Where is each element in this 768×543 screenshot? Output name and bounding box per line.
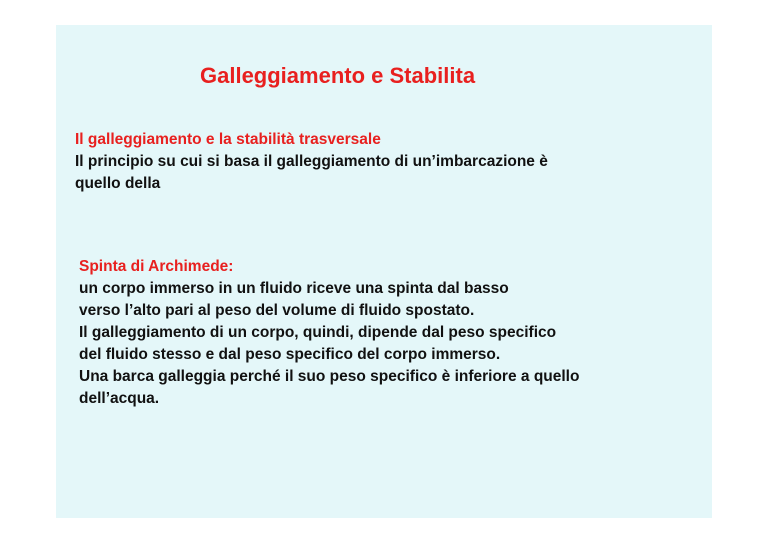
archimede-line: del fluido stesso e dal peso specifico del corpo immerso. [79,346,501,363]
intro-line: quello della [75,175,161,192]
archimede-line: verso l’alto pari al peso del volume di fluido spostato. [79,302,475,319]
archimede-section [79,256,579,410]
archimede-line: dell’acqua. [79,390,160,407]
intro-section [75,129,548,195]
intro-heading: Il galleggiamento e la stabilità trasversale [75,131,381,148]
slide [56,25,712,518]
intro-line: Il principio su cui si basa il galleggiamento di un’imbarcazione è [75,153,548,170]
archimede-line: Una barca galleggia perché il suo peso specifico è inferiore a quello [79,368,580,385]
slide-title: Galleggiamento e Stabilita [200,63,476,88]
archimede-line: un corpo immerso in un fluido riceve una spinta dal basso [79,280,509,297]
archimede-heading: Spinta di Archimede: [79,258,234,275]
archimede-line: Il galleggiamento di un corpo, quindi, dipende dal peso specifico [79,324,557,341]
